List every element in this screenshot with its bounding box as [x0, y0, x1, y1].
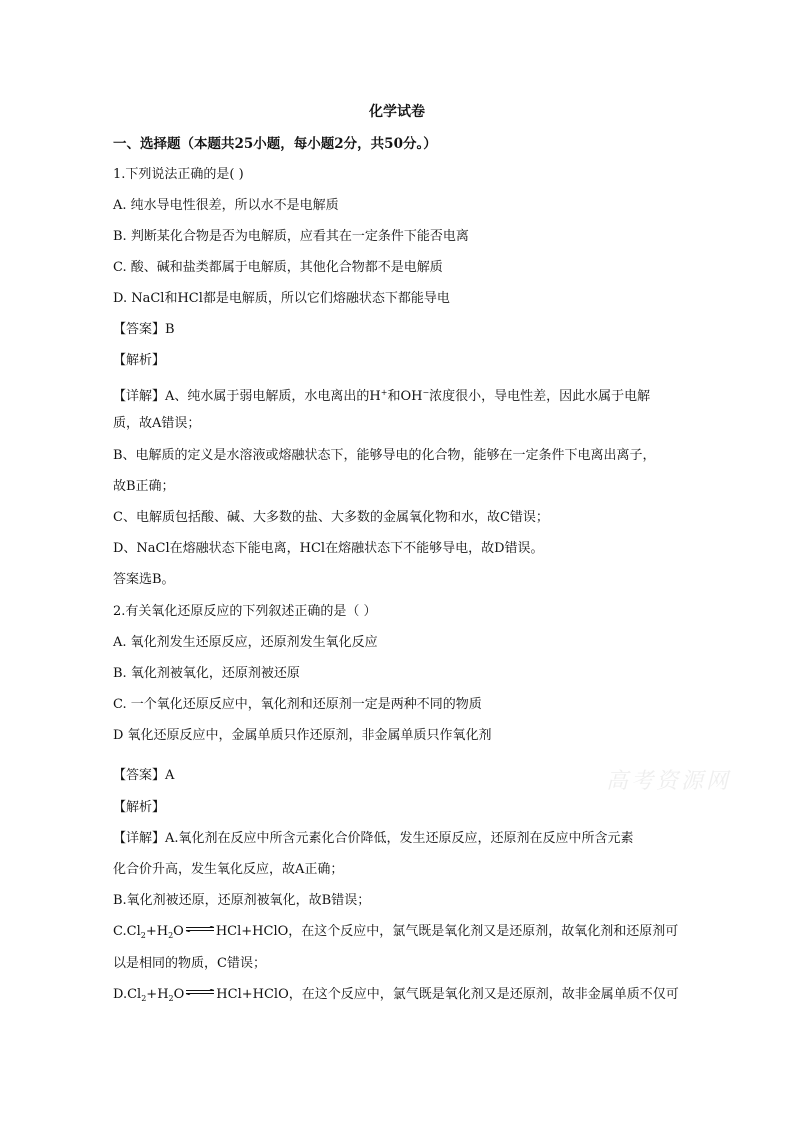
- formula-rest: HCl+HClO，在这个反应中，氯气既是氧化剂又是还原剂，故氧化剂和还原剂可: [215, 924, 679, 939]
- q2-option-c: C. 一个氧化还原反应中，氧化剂和还原剂一定是两种不同的物质: [113, 697, 482, 712]
- watermark: 高考资源网: [606, 769, 732, 794]
- q1-analysis-heading: 【解析】: [113, 353, 166, 368]
- q1-option-c: C. 酸、碱和盐类都属于电解质，其他化合物都不是电解质: [113, 260, 443, 275]
- formula-sub: 2: [168, 994, 174, 1003]
- formula-sub: 2: [141, 994, 147, 1003]
- q1-conclusion: 答案选B。: [113, 572, 175, 587]
- section-heading: 一、选择题（本题共25小题，每小题2分，共50分。）: [113, 136, 437, 152]
- q2-detail-c-line2: 以是相同的物质，C错误；: [113, 956, 266, 971]
- q2-detail-line1: 【详解】A.氧化剂在反应中所含元素化合价降低，发生还原反应，还原剂在反应中所含元素: [113, 831, 634, 846]
- formula-cl: D.Cl: [113, 987, 142, 1002]
- q1-detail-line1: [113, 384, 650, 406]
- formula-o: O: [173, 924, 184, 939]
- q1-option-b: B. 判断某化合物是否为电解质，应看其在一定条件下能否电离: [113, 229, 469, 244]
- q1-detail-line3: B、电解质的定义是水溶液或熔融状态下，能够导电的化合物，能够在一定条件下电离出离子，: [113, 448, 656, 463]
- formula-cl: C.Cl: [113, 924, 141, 939]
- q1-detail-line6: D、NaCl在熔融状态下能电离，HCl在熔融状态下不能够导电，故D错误。: [113, 541, 544, 556]
- q1-option-d: D. NaCl和HCl都是电解质，所以它们熔融状态下都能导电: [113, 291, 450, 306]
- q1-detail-text-a: 【详解】A、纯水属于弱电解质，水电离出的H: [113, 389, 381, 404]
- q1-detail-text-b: 和OH: [387, 389, 423, 404]
- formula-h: +H: [145, 924, 169, 939]
- q2-detail-line3: B.氧化剂被还原，还原剂被氧化，故B错误；: [113, 893, 371, 908]
- q1-detail-line4: 故B正确；: [113, 479, 175, 494]
- q1-option-a: A. 纯水导电性很差，所以水不是电解质: [113, 198, 339, 213]
- q2-analysis-heading: 【解析】: [113, 800, 166, 815]
- q1-detail-sup-plus: +: [380, 388, 388, 397]
- formula-rest: HCl+HClO，在这个反应中，氯气既是氧化剂又是还原剂，故非金属单质不仅可: [216, 987, 679, 1002]
- q1-stem: 1.下列说法正确的是( ): [113, 167, 244, 182]
- formula-sub: 2: [140, 931, 146, 940]
- formula-sub: 2: [168, 931, 174, 940]
- q2-option-b: B. 氧化剂被氧化，还原剂被还原: [113, 666, 300, 681]
- q1-answer: 【答案】B: [113, 322, 175, 337]
- q2-detail-d-line1: [113, 986, 679, 1008]
- q2-stem: 2.有关氧化还原反应的下列叙述正确的是（ ）: [113, 604, 377, 619]
- q2-answer: 【答案】A: [113, 768, 175, 783]
- q1-detail-line2: 质，故A错误；: [113, 416, 201, 431]
- q1-detail-sup-minus: −: [422, 388, 430, 397]
- reversible-arrow-icon: [185, 989, 215, 995]
- q2-option-d: D 氧化还原反应中，金属单质只作还原剂，非金属单质只作氧化剂: [113, 728, 492, 743]
- formula-h: +H: [146, 987, 169, 1002]
- q2-detail-c-line1: [113, 923, 678, 945]
- q1-detail-line5: C、电解质包括酸、碱、大多数的盐、大多数的金属氧化物和水，故C错误；: [113, 510, 549, 525]
- q1-detail-text-c: 浓度很小，导电性差，因此水属于电解: [429, 389, 651, 404]
- q2-detail-line2: 化合价升高，发生氧化反应，故A正确；: [113, 862, 344, 877]
- page-title: 化学试卷: [369, 104, 425, 120]
- reversible-arrow-icon: [185, 926, 215, 932]
- q2-option-a: A. 氧化剂发生还原反应，还原剂发生氧化反应: [113, 635, 378, 650]
- formula-o: O: [173, 987, 185, 1002]
